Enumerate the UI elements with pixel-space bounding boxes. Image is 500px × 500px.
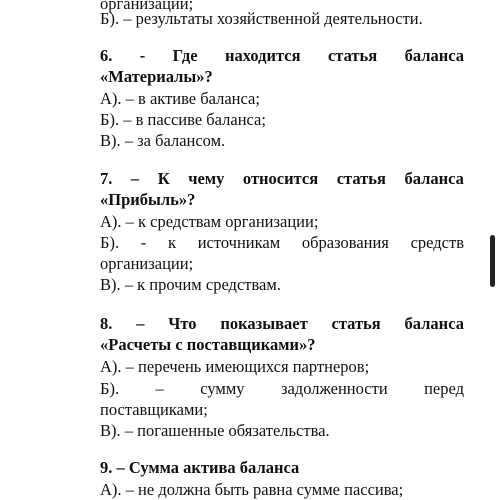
- word: сумму: [200, 379, 245, 398]
- question-6-option-a: А). – в активе баланса;: [100, 89, 260, 108]
- word: источникам: [197, 233, 281, 252]
- word: баланса: [404, 314, 464, 333]
- word: 6.: [100, 46, 113, 65]
- question-8-option-b-line-2: поставщиками;: [100, 400, 208, 419]
- word: статья: [327, 46, 378, 65]
- word: Б).: [100, 233, 120, 252]
- question-8-option-c: В). – погашенные обязательства.: [100, 421, 330, 440]
- word: баланса: [404, 169, 464, 188]
- scrollbar-thumb[interactable]: [490, 235, 495, 287]
- question-8-option-a: А). – перечень имеющихся партнеров;: [100, 357, 370, 376]
- word: 8.: [100, 314, 113, 333]
- word: находится: [224, 46, 301, 65]
- question-9-title: 9. – Сумма актива баланса: [100, 458, 300, 477]
- question-7-option-a: А). – к средствам организации;: [100, 212, 319, 231]
- question-9-option-a: А). – не должна быть равна сумме пассива;: [100, 480, 404, 499]
- question-6-title-line-2: «Материалы»?: [100, 67, 213, 86]
- word: Где: [172, 46, 198, 65]
- word: относится: [242, 169, 319, 188]
- question-8-title-line-2: «Расчеты с поставщиками»?: [100, 335, 316, 354]
- question-7-title-line-2: «Прибыль»?: [100, 190, 196, 209]
- word: -: [139, 46, 146, 65]
- word: перед: [424, 379, 464, 398]
- question-7-title-line-1: [100, 168, 464, 190]
- word: К: [157, 169, 170, 188]
- word: -: [140, 233, 147, 252]
- word: показывает: [220, 314, 308, 333]
- word: Что: [168, 314, 197, 333]
- question-6-option-b: Б). – в пассиве баланса;: [100, 110, 266, 129]
- question-8-title-line-1: [100, 313, 464, 335]
- word: чему: [188, 169, 225, 188]
- word: задолженности: [280, 379, 388, 398]
- question-8-option-b-line-1: [100, 378, 464, 400]
- word: статья: [331, 314, 381, 333]
- word: статья: [336, 169, 386, 188]
- word: 7.: [100, 169, 113, 188]
- question-6-option-c: В). – за балансом.: [100, 131, 226, 150]
- word: баланса: [404, 46, 464, 65]
- question-6-title-line-1: [100, 45, 464, 67]
- answer-b-line: Б). – результаты хозяйственной деятельности.: [100, 9, 423, 28]
- cut-off-line: организации;: [100, 0, 194, 13]
- question-7-option-c: В). – к прочим средствам.: [100, 275, 281, 294]
- question-7-option-b-line-2: организации;: [100, 254, 194, 273]
- word: Б).: [100, 379, 120, 398]
- word: –: [155, 379, 164, 398]
- question-7-option-b-line-1: [100, 232, 464, 254]
- word: средств: [410, 233, 464, 252]
- word: к: [167, 233, 177, 252]
- word: –: [136, 314, 145, 333]
- word: –: [130, 169, 140, 188]
- word: образования: [301, 233, 389, 252]
